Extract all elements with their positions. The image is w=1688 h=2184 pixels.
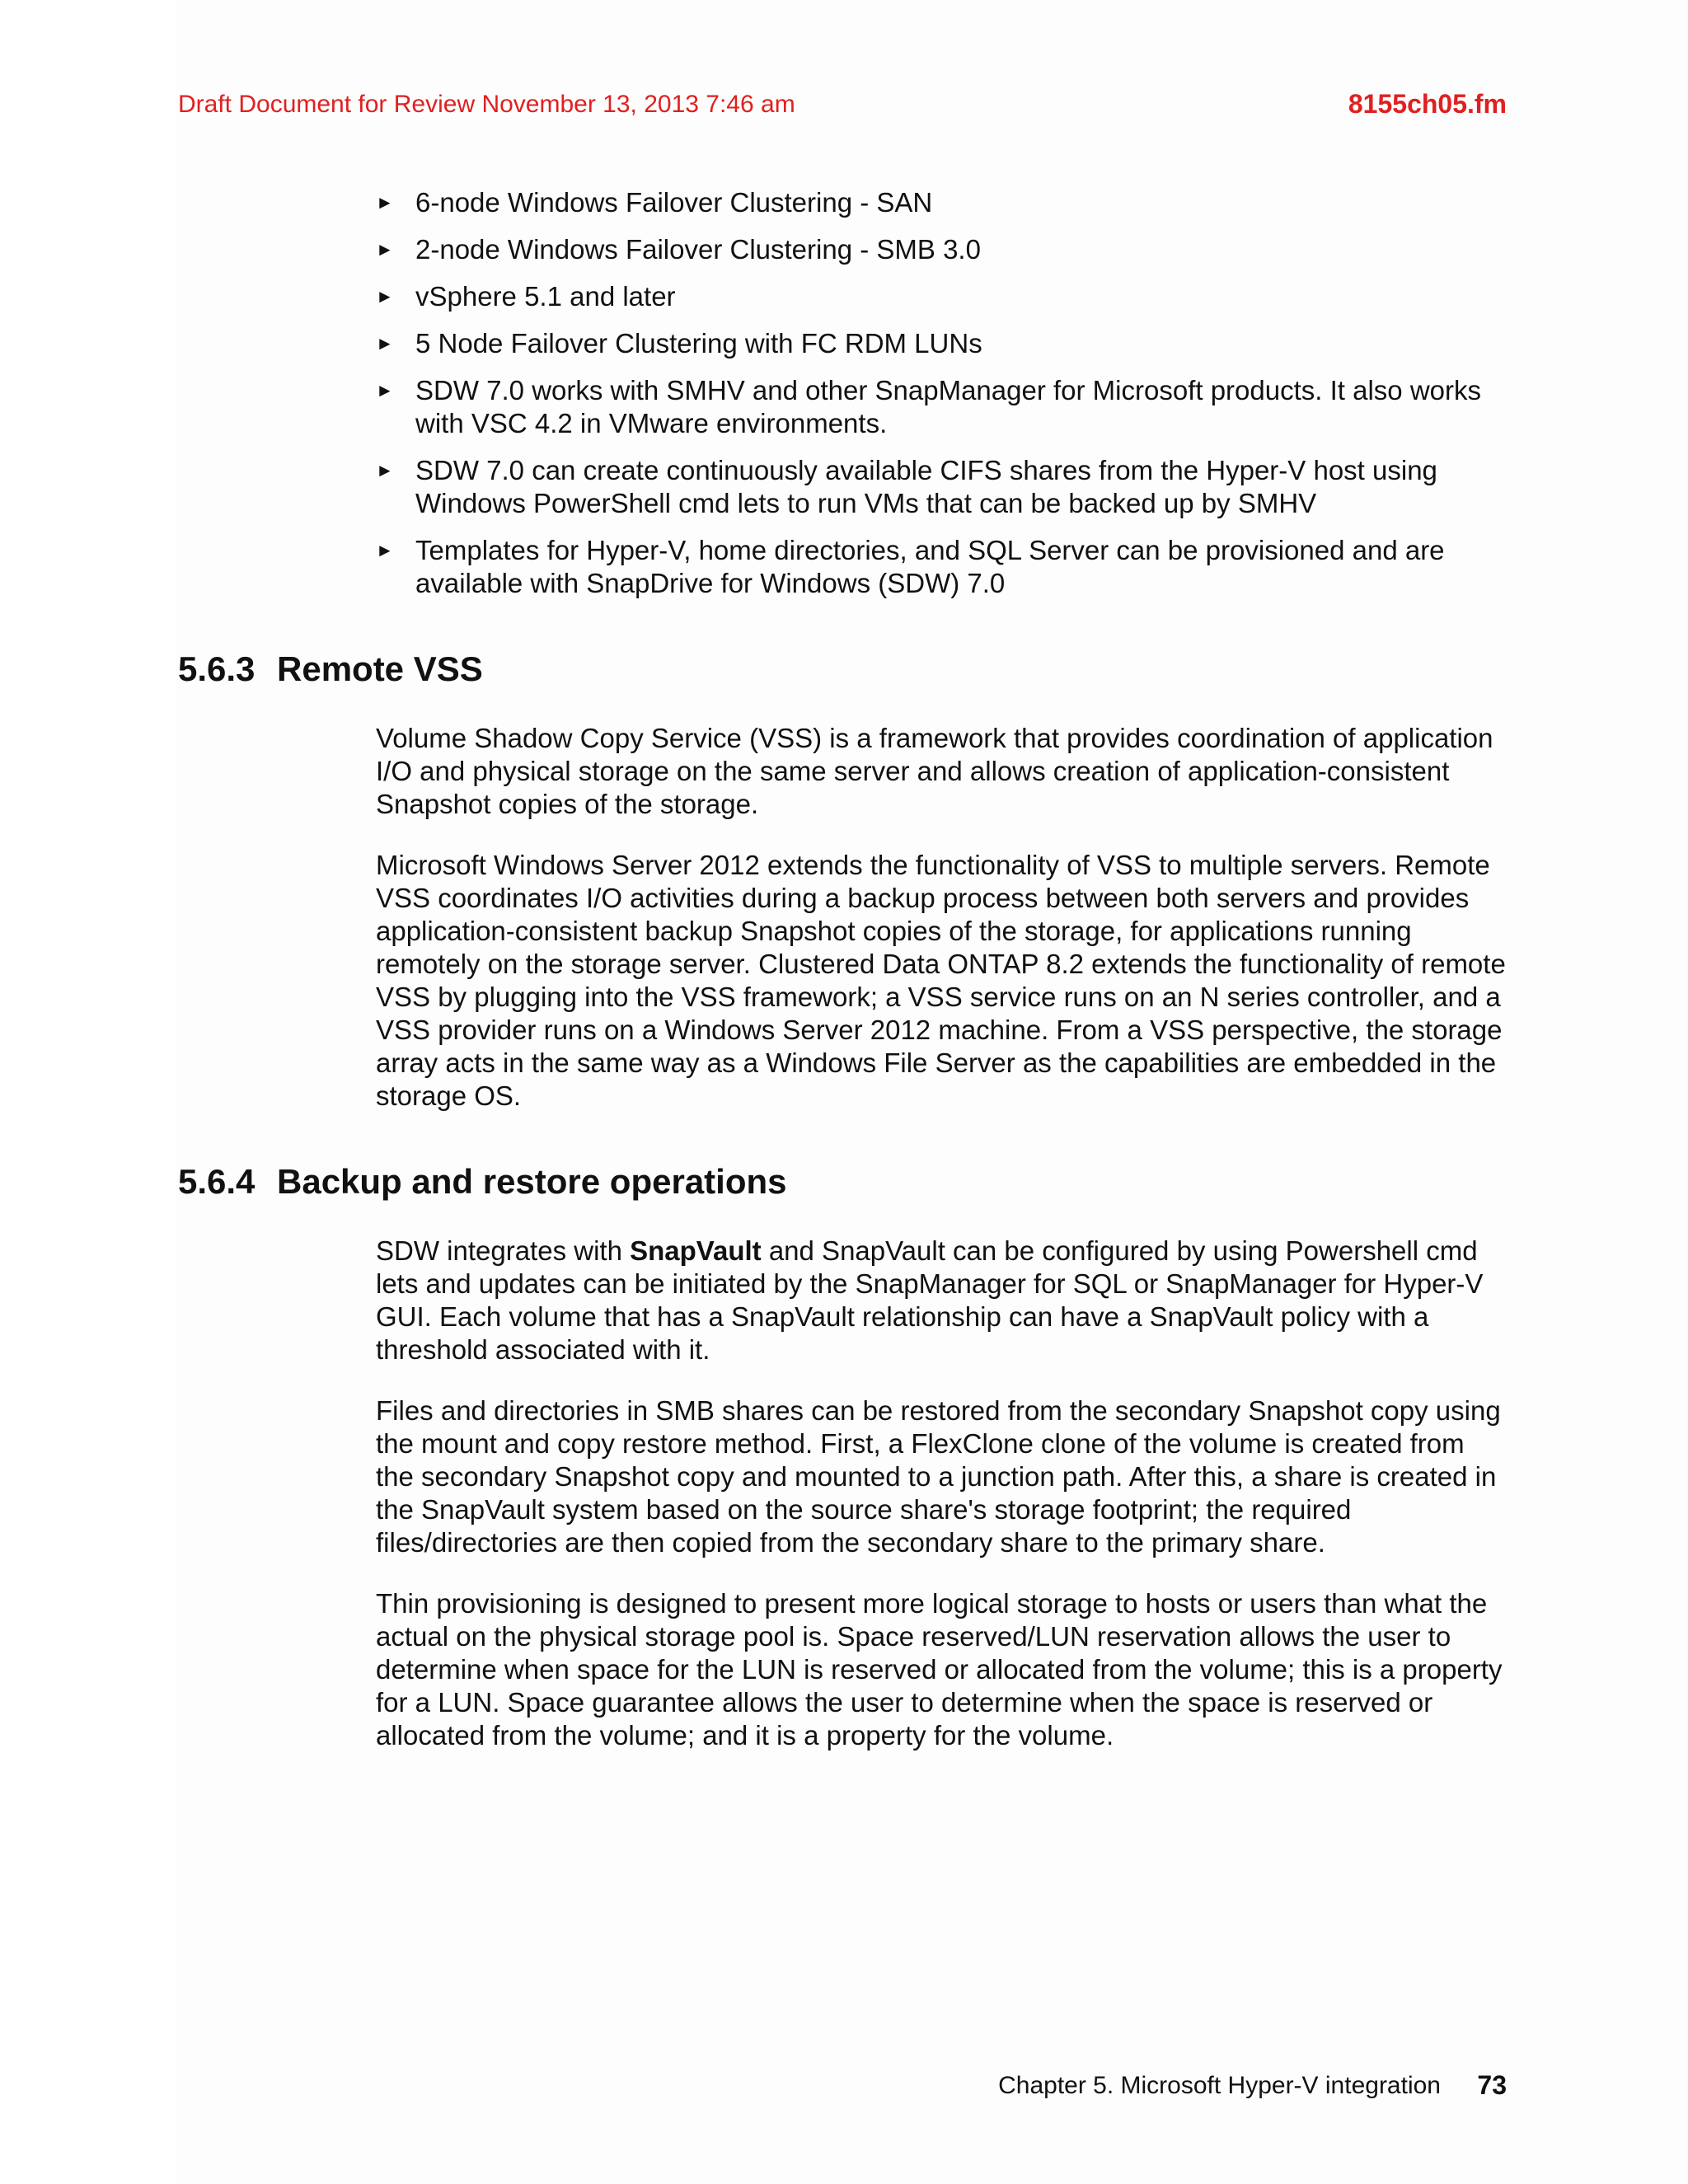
bullet-arrow-icon: ► — [376, 380, 394, 401]
remote-vss-body — [376, 722, 1507, 1141]
draft-header: Draft Document for Review November 13, 2013 7:46 am — [178, 91, 795, 118]
section-title: Remote VSS — [277, 649, 483, 688]
bullet-text: SDW 7.0 works with SMHV and other SnapManager for Microsoft products. It also works with VSC 4.2 in VMware environments. — [415, 375, 1481, 438]
list-item — [376, 280, 1507, 313]
bullet-text: 5 Node Failover Clustering with FC RDM LUNs — [415, 328, 982, 359]
bullet-arrow-icon: ► — [376, 239, 394, 260]
section-number: 5.6.4 — [178, 1162, 256, 1201]
list-item — [376, 454, 1507, 520]
list-item — [376, 233, 1507, 266]
section-number: 5.6.3 — [178, 649, 256, 688]
section-title: Backup and restore operations — [277, 1162, 787, 1201]
backup-restore-body — [376, 1235, 1507, 1780]
bullet-arrow-icon: ► — [376, 192, 394, 213]
list-item — [376, 534, 1507, 600]
paragraph-text: SDW integrates with — [376, 1235, 631, 1266]
footer-chapter-title: Chapter 5. Microsoft Hyper-V integration — [998, 2072, 1441, 2099]
bullet-text: 6-node Windows Failover Clustering - SAN — [415, 187, 933, 218]
paragraph — [376, 1235, 1507, 1366]
paragraph-text: and SnapVault can be configured by using Powershell cmd lets and updates can be initiated by the SnapManager for SQL or SnapManager for Hyper-V GUI. Each volume that has a SnapVault relationship can have a SnapVault policy with a threshold associated with it. — [376, 1235, 1484, 1365]
bullet-arrow-icon: ► — [376, 460, 394, 480]
bullet-text: 2-node Windows Failover Clustering - SMB 3.0 — [415, 234, 981, 265]
bullet-text: vSphere 5.1 and later — [415, 281, 676, 312]
file-name-header: 8155ch05.fm — [1348, 89, 1507, 119]
paragraph: Microsoft Windows Server 2012 extends the functionality of VSS to multiple servers. Remote VSS coordinates I/O activities during a backup process between both servers and provides application-consistent backup Snapshot copies of the storage, for applications running remotely on the storage server. Clustered Data ONTAP 8.2 extends the functionality of remote VSS by plugging into the VSS framework; a VSS service runs on an N series controller, and a VSS provider runs on a Windows Server 2012 machine. From a VSS perspective, the storage array acts in the same way as a Windows File Server as the capabilities are embedded in the storage OS. — [376, 850, 1506, 1111]
bullet-text: SDW 7.0 can create continuously available CIFS shares from the Hyper-V host using Windows PowerShell cmd lets to run VMs that can be backed up by SMHV — [415, 455, 1437, 518]
bullet-text: Templates for Hyper-V, home directories, and SQL Server can be provisioned and are available with SnapDrive for Windows (SDW) 7.0 — [415, 535, 1445, 598]
list-item — [376, 186, 1507, 219]
section-heading-backup-restore — [178, 1162, 787, 1202]
section-heading-remote-vss — [178, 649, 483, 689]
bullet-arrow-icon: ► — [376, 286, 394, 307]
paragraph: Files and directories in SMB shares can be restored from the secondary Snapshot copy using the mount and copy restore method. First, a FlexClone clone of the volume is created from the secondary Snapshot copy and mounted to a junction path. After this, a share is created in the SnapVault system based on the source share's storage footprint; the required files/directories are then copied from the secondary share to the primary share. — [376, 1395, 1501, 1558]
feature-bullet-list — [376, 186, 1507, 614]
paragraph: Volume Shadow Copy Service (VSS) is a framework that provides coordination of application I/O and physical storage on the same server and allows creation of application-consistent Snapshot copies of the storage. — [376, 723, 1493, 819]
bullet-arrow-icon: ► — [376, 540, 394, 560]
bold-term-snapvault: SnapVault — [630, 1235, 762, 1266]
page-number: 73 — [1477, 2070, 1507, 2100]
paragraph: Thin provisioning is designed to present more logical storage to hosts or users than what the actual on the physical storage pool is. Space reserved/LUN reservation allows the user to determine when space for the LUN is reserved or allocated from the volume; this is a property for a LUN. Space guarantee allows the user to determine when the space is reserved or allocated from the volume; and it is a property for the volume. — [376, 1588, 1503, 1750]
list-item — [376, 327, 1507, 360]
bullet-arrow-icon: ► — [376, 333, 394, 354]
list-item — [376, 374, 1507, 440]
